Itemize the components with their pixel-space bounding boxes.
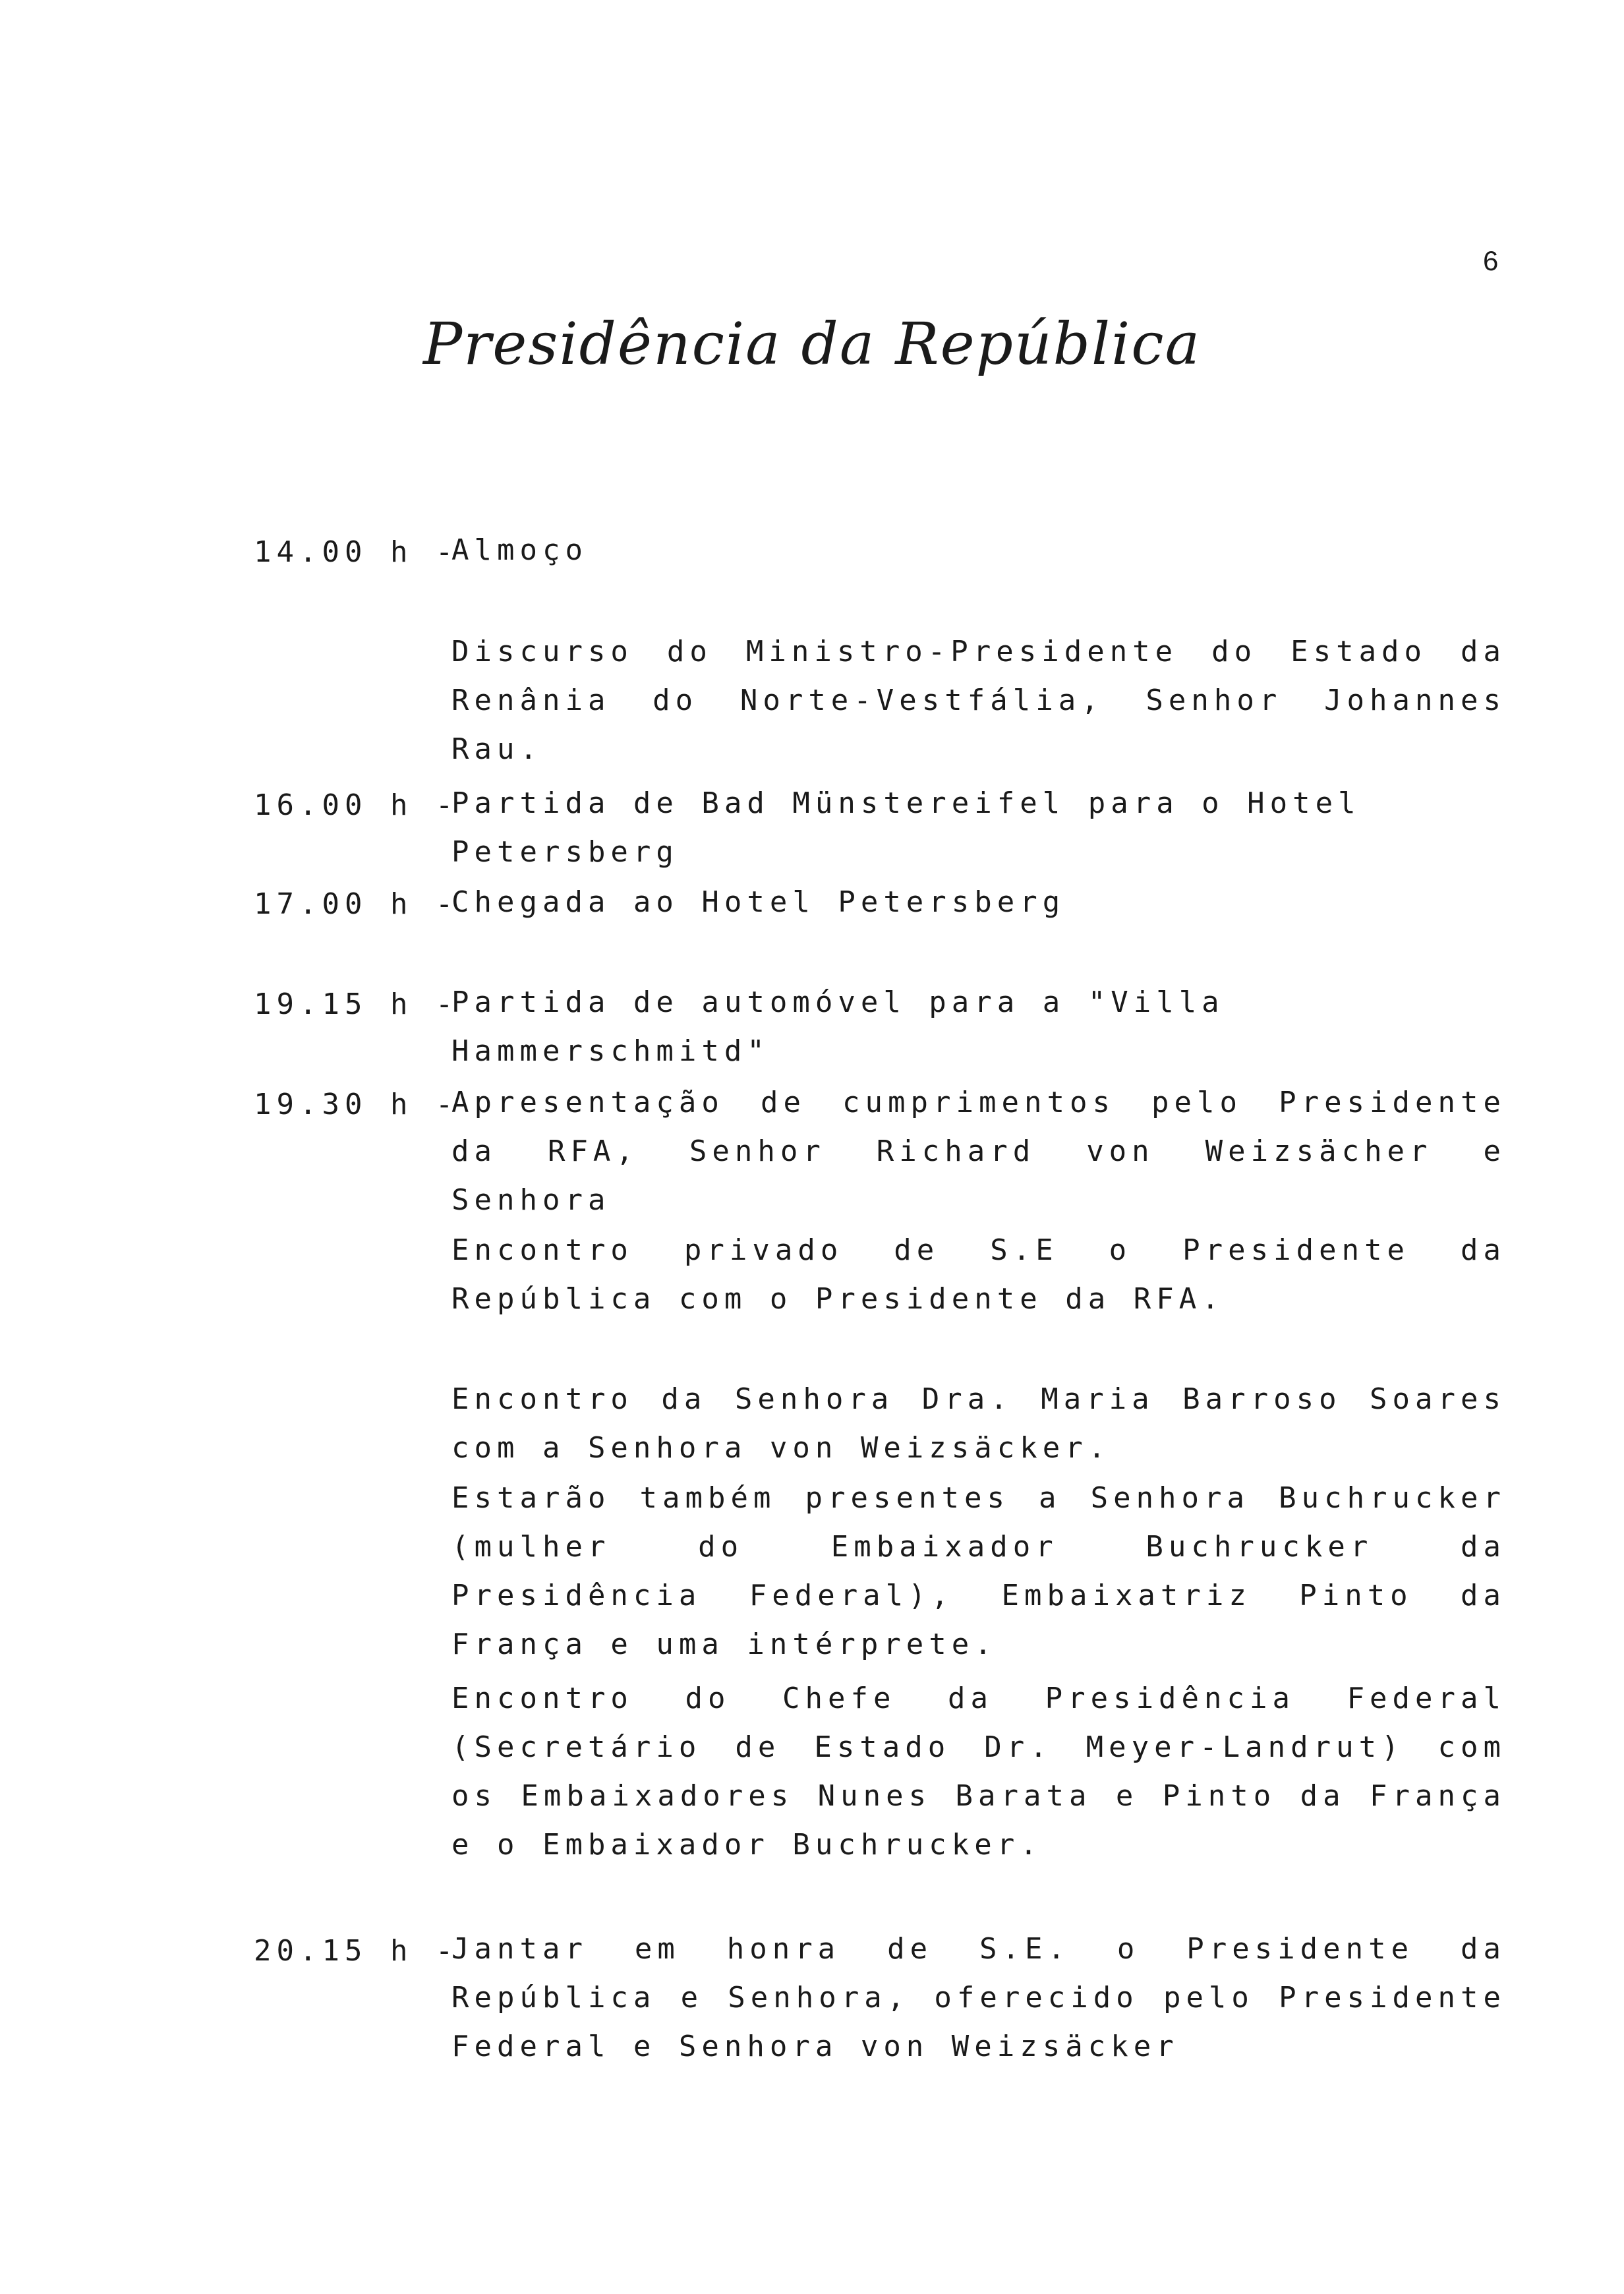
letterhead-script: Presidência da República (422, 310, 1202, 378)
entry-title: Partida de Bad Münstereifel para o Hotel Petersberg (451, 786, 1361, 869)
entry-paragraph: Apresentação de cumprimentos pelo Presidente da RFA, Senhor Richard von Weizsächer e Senhora (451, 1086, 1506, 1217)
entry-paragraph: Encontro da Senhora Dra. Maria Barroso Soares com a Senhora von Weizsäcker. (451, 1382, 1506, 1465)
entry-title: Partida de automóvel para a "Villa Hammerschmitd" (451, 985, 1225, 1068)
entry-title: Chegada ao Hotel Petersberg (451, 885, 1066, 919)
entry-time: 19.15 h - (254, 987, 459, 1021)
entry-time: 17.00 h - (254, 887, 459, 921)
page-number: 6 (1483, 245, 1499, 276)
entry-paragraph: Estarão também presentes a Senhora Buchrucker (mulher do Embaixador Buchrucker da Presidência Federal), Embaixatriz Pinto da França e uma intérprete. (451, 1481, 1506, 1661)
entry-paragraph: Discurso do Ministro-Presidente do Estado da Renânia do Norte-Vestfália, Senhor Johannes Rau. (451, 635, 1506, 766)
entry-paragraph: Encontro privado de S.E o Presidente da República com o Presidente da RFA. (451, 1233, 1506, 1316)
entry-title: Almoço (451, 533, 588, 567)
entry-paragraph: Encontro do Chefe da Presidência Federal (Secretário de Estado Dr. Meyer-Landrut) com os Embaixadores Nunes Barata e Pinto da França e o Embaixador Buchrucker. (451, 1682, 1506, 1862)
entry-time: 20.15 h - (254, 1934, 459, 1968)
entry-time: 16.00 h - (254, 788, 459, 822)
entry-paragraph: Jantar em honra de S.E. o Presidente da República e Senhora, oferecido pelo Presidente Federal e Senhora von Weizsäcker (451, 1932, 1506, 2063)
entry-time: 14.00 h - (254, 535, 459, 569)
entry-time: 19.30 h - (254, 1088, 459, 1121)
